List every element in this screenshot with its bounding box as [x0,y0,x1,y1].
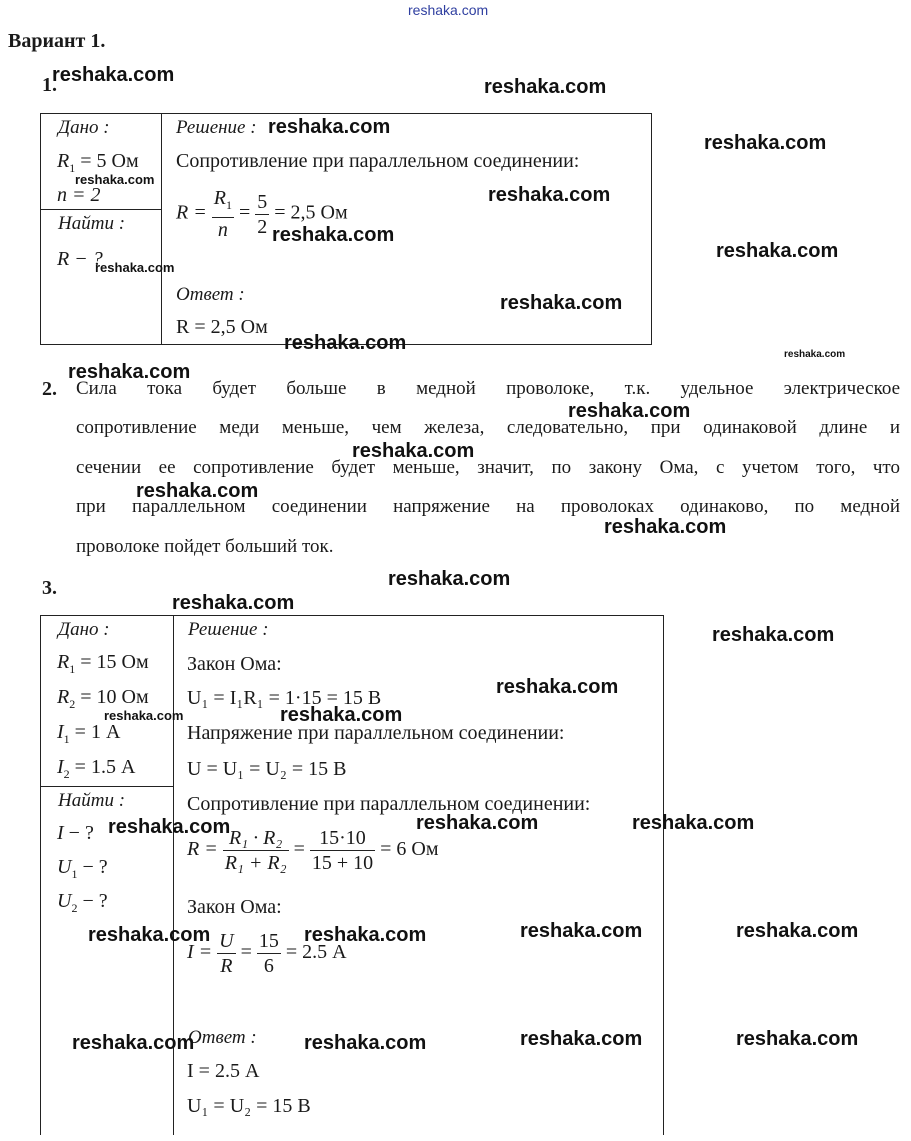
watermark: reshaka.com [604,516,727,538]
watermark: reshaka.com [104,708,184,723]
watermark: reshaka.com [95,260,175,275]
watermark: reshaka.com [268,116,391,138]
watermark: reshaka.com [388,568,511,590]
task-1-divider-vertical [161,113,162,345]
task-3-ohm-law-2: Закон Ома: [187,896,282,918]
watermark: reshaka.com [88,924,211,946]
task-3-given-i1: $I_1 = 1$ А [57,721,121,746]
site-header-link[interactable]: reshaka.com [408,2,489,18]
task-3-parallel-voltage: Напряжение при параллельном соединении: [187,722,565,744]
watermark: reshaka.com [172,592,295,614]
watermark: reshaka.com [736,1028,859,1050]
task-1-answer-label: Ответ : [176,284,245,305]
task-3-given-r2: $R_2 = 10$ Ом [57,686,149,711]
task-2-line-5: проволоке пойдет больший ток. [76,536,334,557]
task-1-solution-text: Сопротивление при параллельном соединении: [176,150,580,172]
task-3-given-label: Дано : [58,619,110,640]
watermark: reshaka.com [500,292,623,314]
task-1-number: 1. [42,74,57,96]
watermark: reshaka.com [704,132,827,154]
watermark: reshaka.com [136,480,259,502]
task-3-eq-u: U = U₁ = U₂ = 15 В [187,758,347,780]
task-2-line-1: Сила тока будет больше в медной проволоке, т.к. удельное электрическое [76,378,900,399]
watermark: reshaka.com [716,240,839,262]
task-1-find-label: Найти : [58,213,126,234]
task-3-answer-2: U₁ = U₂ = 15 В [187,1095,311,1117]
watermark: reshaka.com [280,704,403,726]
task-3-parallel-resistance: Сопротивление при параллельном соединении: [187,793,591,815]
task-1-find-r: R − ? [57,248,103,270]
task-2-line-3: сечении ее сопротивление будет меньше, значит, по закону Ома, с учетом того, что [76,457,900,478]
watermark: reshaka.com [736,920,859,942]
task-2-line-4: при параллельном соединении напряжение на проволоках одинаково, по медной [76,496,900,517]
watermark: reshaka.com [784,349,846,360]
task-3-eq-i: I = $\frac{U}{R}$ = $\frac{15}{6}$ = 2.5 А [187,930,347,977]
task-3-ohm-law-1: Закон Ома: [187,653,282,675]
watermark: reshaka.com [568,400,691,422]
watermark: reshaka.com [304,924,427,946]
task-3-divider-vertical [173,615,174,1135]
task-1-solution-label: Решение : [176,117,257,138]
watermark: reshaka.com [352,440,475,462]
task-3-find-i: I − ? [57,822,94,844]
watermark: reshaka.com [416,812,539,834]
watermark: reshaka.com [75,172,155,187]
task-2-number: 2. [42,378,57,400]
task-1-answer-value: R = 2,5 Ом [176,316,268,338]
task-2-line-2: сопротивление меди меньше, чем железа, следовательно, при одинаковой длине и [76,417,900,438]
task-1-given-label: Дано : [58,117,110,138]
watermark: reshaka.com [304,1032,427,1054]
task-3-find-u1: $U_1$ − ? [57,856,108,881]
task-1-formula: R = $\frac{R_1}{n}$ = $\frac{5}{2}$ = 2,5 Ом [176,187,348,241]
task-3-solution-label: Решение : [188,619,269,640]
task-3-given-r1: $R_1 = 15$ Ом [57,651,149,676]
watermark: reshaka.com [484,76,607,98]
task-3-given-i2: $I_2 = 1.5$ А [57,756,136,781]
task-3-answer-label: Ответ : [188,1027,257,1048]
task-3-eq-r: R = $\frac{\text{R₁ · R₂}}{\text{R₁ + R₂}}$ = $\frac{15\cdot 10}{15 + 10}$ = 6 Ом [187,827,439,874]
task-3-eq-u1: U₁ = I₁R₁ = 1·15 = 15 В [187,687,382,709]
page-title: Вариант 1. [8,30,106,52]
task-1-given-n: n = 2 [57,184,101,206]
task-3-find-u2: $U_2$ − ? [57,890,108,915]
watermark: reshaka.com [284,332,407,354]
task-3-answer-1: I = 2.5 А [187,1060,260,1082]
task-1-given-r1: $R_1 = 5$ Ом [57,150,139,175]
watermark: reshaka.com [72,1032,195,1054]
watermark: reshaka.com [496,676,619,698]
watermark: reshaka.com [488,184,611,206]
watermark: reshaka.com [52,64,175,86]
task-3-find-label: Найти : [58,790,126,811]
watermark: reshaka.com [520,920,643,942]
task-3-number: 3. [42,577,57,599]
watermark: reshaka.com [68,361,191,383]
watermark: reshaka.com [108,816,231,838]
task-1-divider-horizontal [40,209,161,210]
watermark: reshaka.com [712,624,835,646]
watermark: reshaka.com [632,812,755,834]
task-3-divider-horizontal [40,786,173,787]
watermark: reshaka.com [520,1028,643,1050]
watermark: reshaka.com [272,224,395,246]
